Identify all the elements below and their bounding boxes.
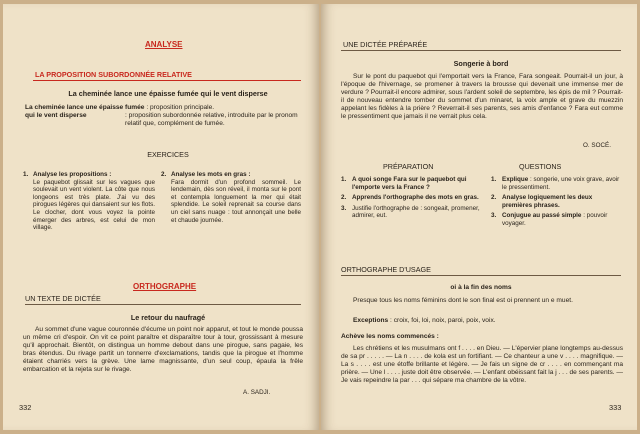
usage-heading: ORTHOGRAPHE D'USAGE [341,265,431,274]
exercise-2-text: Fara dormit d'un profond sommeil. Le lendemain, dès son réveil, il monta sur le pont et contempla longuement la mer qui était splendide. Le soleil reprenait sa course dans un ciel sans nuage : tout annonçait une belle et chaude journée. [171,178,301,224]
left-page [3,4,319,430]
example-sentence: La cheminée lance une épaisse fumée qui le vent disperse [68,89,268,98]
prep-item-3: 3. Justifie l'orthographe de : songeait, promener, admirer, eut. [341,204,480,220]
right-page [321,4,637,430]
page-number-left: 332 [19,403,32,412]
dictee-text: Au sommet d'une vague couronnée d'écume un point noir apparut, et tout le monde poussa un même cri d'espoir. On vit ce point paraître et disparaître tour à tour, grossissant à mesure qu'il approchait. Bientôt, on distingua un homme debout dans une pirogue, sans pagaie, les bras étendus. Du rivage partit un tonnerre d'exclamations, tandis que la pirogue et l'homme étaient charriés vers la grève. Une lame magnissante, d'un seul coup, épaula la frêle embarcation et la rejeta sur le rivage. [23,326,303,373]
exceptions-line [353,317,496,325]
exercices-heading: EXERCICES [147,150,189,159]
analysis-2-label: qui le vent disperse [25,112,87,119]
preparation-list [341,176,481,223]
questions-list [491,176,623,231]
complete-heading: Achève les noms commencés : [341,333,439,340]
analysis-1-value: : proposition principale. [146,104,215,111]
exercise-1-text: Le paquebot glissait sur les vagues que soulevait un vent violent. La côte que nous longeons est très plate. J'ai vu des pirogues légères qui dansaient sur les flots. Le clocher, dont vous voyez la pointe émerger des arbres, est celui de mon village. [33,178,155,232]
question-item-2: 2. Analyse logiquement les deux premières phrases. [491,194,593,209]
songerie-author: O. SOCÉ. [583,142,611,149]
dictee-rule [25,304,301,305]
orthographe-heading: ORTHOGRAPHE [133,282,197,291]
analysis-2-value: : proposition subordonnée relative, introduite par le pronom relatif que, complément de fumée. [125,112,298,127]
prep-item-1: 1. A quoi songe Fara sur le paquebot qui l'emporte vers la France ? [341,176,467,191]
exercise-2 [161,171,301,224]
exercise-2-title: Analyse les mots en gras : [171,171,251,178]
dictee-preparee-rule [341,50,621,51]
exercise-1-title: Analyse les propositions : [33,171,112,178]
exceptions-label: Exceptions [353,317,389,324]
dictee-author: A. SADJI. [243,389,271,396]
usage-rule [341,275,621,276]
analysis-block [25,104,303,128]
prep-item-2: 2. Apprends l'orthographe des mots en gras. [341,194,479,202]
page-number-right: 333 [609,403,622,412]
dictee-title: Le retour du naufragé [130,313,206,322]
exceptions-text: : croix, foi, loi, noix, paroi, poix, voix. [390,317,496,324]
exercise-1-number: 1. [23,171,29,178]
rule-text: Presque tous les noms féminins dont le son final est oi prennent un e muet. [353,297,573,304]
exercise-2-number: 2. [161,171,167,178]
question-item-3: 3. Conjugue au passé simple : pouvoir voyager. [491,212,608,227]
songerie-title: Songerie à bord [453,59,509,68]
section-rule [33,80,301,81]
exercise-1 [23,171,155,232]
analyse-heading: ANALYSE [145,40,183,49]
questions-heading: QUESTIONS [519,162,562,171]
question-item-1: 1. Explique : songerie, une voix grave, avoir le pressentiment. [491,176,620,191]
section-title: LA PROPOSITION SUBORDONNÉE RELATIVE [35,70,192,79]
songerie-text: Sur le pont du paquebot qui l'emportait vers la France, Fara songeait. Pourrait-il un jour, à l'époque de l'hivernage, se promener à travers la brousse qui devenait une immense mer de verdure ? Pourrait-il encore admirer, sous l'ardent soleil de septembre, les épis de mil ? Pourrait-il de nouveau entendre tomber du sommet d'un minaret, la voix ample et grave du muezzin appelant les fidèles à la prière ? Reverrait-il ses parents, ses amis d'enfance ? Fara eut comme le pressentiment que jamais il ne verrait plus cela. [341,73,623,120]
rule-title: oi à la fin des noms [450,284,512,291]
analysis-1-label: La cheminée lance une épaisse fumée [25,104,145,111]
dictee-label: UN TEXTE DE DICTÉE [25,294,101,303]
complete-text: Les chrétiens et les musulmans ont f . . . . en Dieu. — L'épervier plane longtemps au-dessus de sa pr . . . . . — La n . . . . de kola est un fortifiant. — Ce chanteur a une v . . . . magnifique. — La s . . . . est une étoffe brillante et légère. — Je fais un signe de cr . . . . en commençant ma prière. — Une l . . . . juste doit être observée. — L'enfant obéissant fait la j . . . de ses parents. — Je vais repeindre la par . . . qui sépare ma chambre de la vôtre. [341,345,623,384]
dictee-preparee-heading: UNE DICTÉE PRÉPARÉE [343,40,428,49]
preparation-heading: PRÉPARATION [383,162,434,171]
